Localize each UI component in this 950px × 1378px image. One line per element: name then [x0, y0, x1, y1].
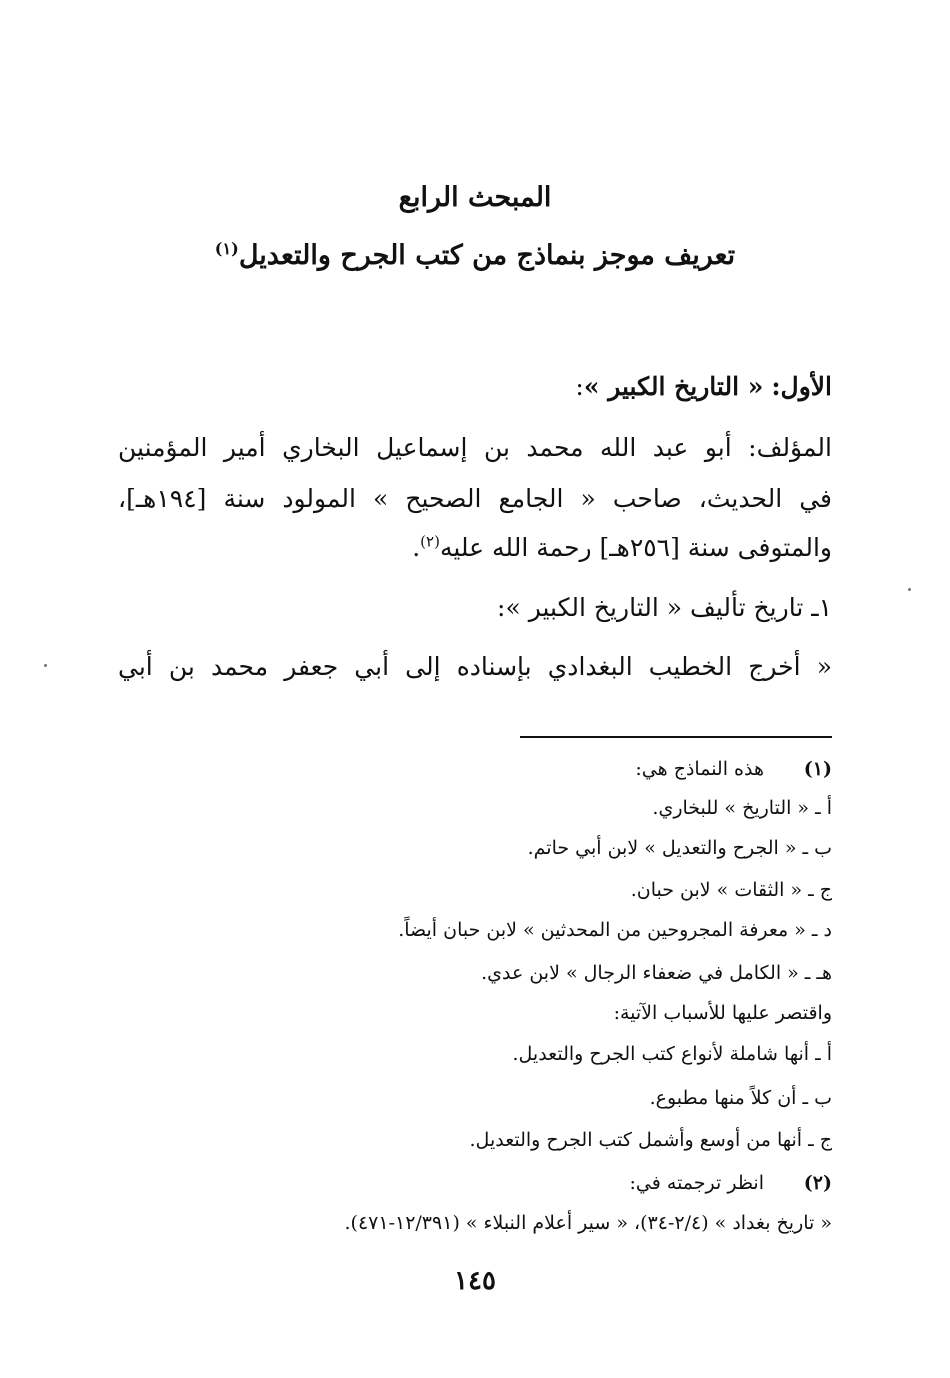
footnote-1-line: هـ ـ « الكامل في ضعفاء الرجال » لابن عدي.	[481, 962, 832, 984]
body-line-3-end: .	[412, 533, 421, 562]
scan-speck	[44, 664, 47, 667]
footnote-1-line: ب ـ أن كلاً منها مطبوع.	[649, 1087, 832, 1109]
footnote-2-number: (٢)	[803, 1172, 832, 1194]
footnote-1-line: ج ـ أنها من أوسع وأشمل كتب الجرح والتعديل.	[469, 1129, 832, 1151]
footnote-1-line: ب ـ « الجرح والتعديل » لابن أبي حاتم.	[527, 837, 832, 859]
body-line-2: في الحديث، صاحب « الجامع الصحيح » المولود سنة [١٩٤هـ]،	[118, 484, 832, 513]
footnote-1-line: أ ـ « التاريخ » للبخاري.	[652, 797, 832, 819]
chapter-title: المبحث الرابع	[398, 182, 552, 213]
footnote-1-line: هذه النماذج هي:	[635, 758, 764, 780]
footnote-2-line: « تاريخ بغداد » (٢/٤-٣٤)، « سير أعلام النبلاء » (١٢/٣٩١-٤٧١).	[344, 1212, 832, 1234]
footnote-1-line: واقتصر عليها للأسباب الآتية:	[613, 1002, 832, 1024]
chapter-subtitle: تعريف موجز بنماذج من كتب الجرح والتعديل	[238, 240, 736, 271]
section-book-title: « التاريخ الكبير »	[583, 372, 764, 401]
scan-speck	[908, 588, 911, 591]
body-line-1: المؤلف: أبو عبد الله محمد بن إسماعيل البخاري أمير المؤمنين	[118, 433, 832, 462]
section-suffix: :	[575, 372, 584, 401]
body-line-5: « أخرج الخطيب البغدادي بإسناده إلى أبي جعفر محمد بن أبي	[118, 652, 832, 681]
chapter-subtitle-line	[0, 240, 950, 271]
body-line-3: والمتوفى سنة [٢٥٦هـ] رحمة الله عليه	[439, 533, 832, 562]
footnote-1-number: (١)	[803, 758, 832, 780]
footnote-1-line: أ ـ أنها شاملة لأنواع كتب الجرح والتعديل.	[512, 1043, 832, 1065]
section-label: الأول:	[771, 372, 832, 401]
footnote-ref-1: (١)	[214, 239, 239, 258]
page-number: ١٤٥	[454, 1266, 496, 1296]
footnote-1-line: ج ـ « الثقات » لابن حبان.	[630, 879, 832, 901]
section-heading	[575, 372, 832, 401]
footnote-separator	[520, 736, 832, 738]
footnote-1-line: د ـ « معرفة المجروحين من المحدثين » لابن حبان أيضاً.	[398, 919, 832, 941]
body-line-3-wrap	[412, 533, 832, 562]
footnote-ref-2: (٢)	[420, 532, 440, 551]
footnote-2-line: انظر ترجمته في:	[629, 1172, 764, 1194]
body-line-4: ١ـ تاريخ تأليف « التاريخ الكبير »:	[497, 593, 832, 622]
